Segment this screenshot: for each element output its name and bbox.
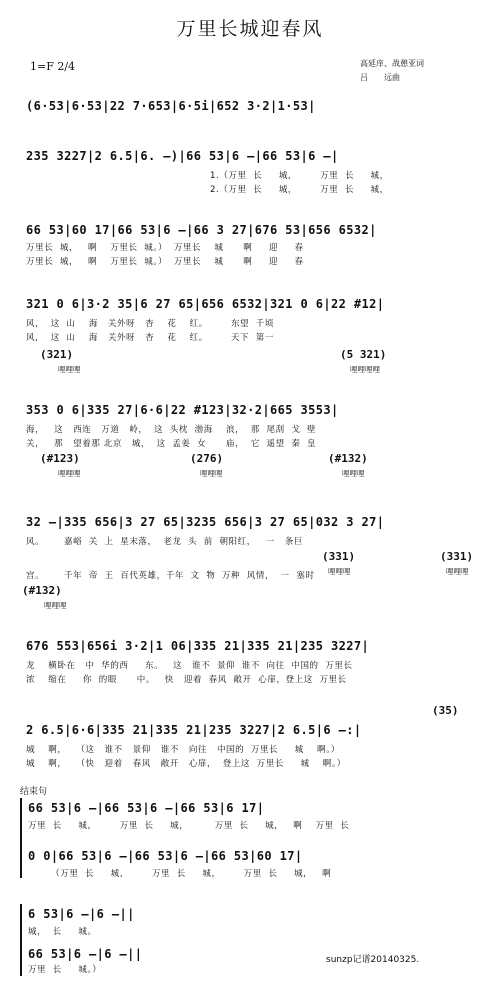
lyric-line: 城 啊， （这 谁不 景仰 谁不 向往 中国的 万里长 城 啊。）: [26, 745, 341, 755]
lyric-line: 2.（万里 长 城， 万里 长 城，: [210, 185, 389, 195]
lyric-line: 风， 这 山 海 关外呀 杏 花 红。 东望 千顷: [26, 319, 274, 329]
lyric-line: 万里长 城， 啊 万里长 城。） 万里长 城 啊 迎 春: [26, 243, 304, 253]
sub-lyric: 哩哩哩: [342, 469, 365, 478]
lyric-line: 万里 长 城。）: [28, 965, 102, 975]
lyric-line: 龙 横卧在 中 华的西 东。 这 谁不 景仰 谁不 向往 中国的 万里长: [26, 661, 353, 671]
lyricist-credit: 高延庠、战憩亚词: [360, 59, 424, 68]
lyric-line: 风。 嘉峪 关 上 星末落， 老龙 头 前 朝阳红， 一 条巨: [26, 537, 303, 547]
sub-notation: (5 321): [340, 348, 387, 361]
sub-lyric: 哩哩哩: [200, 469, 223, 478]
lyric-line: 万里长 城， 啊 万里长 城。） 万里长 城 啊 迎 春: [26, 257, 304, 267]
sub-lyric: 哩哩哩: [44, 601, 67, 610]
notation-row: 0 0|66 53|6 –|66 53|6 –|66 53|60 17|: [28, 849, 303, 863]
composer-credit: 吕 远曲: [360, 73, 400, 82]
notation-row: 66 53|60 17|66 53|6 –|66 3 27|676 53|656 6532|: [26, 223, 377, 237]
key-signature: 1=F 2/4: [30, 60, 76, 73]
song-title: 万里长城迎春风: [176, 18, 324, 40]
lyric-line: 风， 这 山 海 关外呀 杏 花 红。 天下 第一: [26, 333, 274, 343]
system-bracket: [20, 904, 22, 976]
notation-row: 676 553|656i 3·2|1 06|335 21|335 21|235 3227|: [26, 639, 370, 653]
coda-label: 结束句: [20, 787, 48, 797]
notation-row: 321 0 6|3·2 35|6 27 65|656 6532|321 0 6|22 #12|: [26, 297, 385, 311]
sub-notation: (35): [432, 704, 459, 717]
lyric-line: 1.（万里 长 城， 万里 长 城，: [210, 171, 389, 181]
sub-lyric: 哩哩哩: [328, 567, 351, 576]
lyric-line: （万里 长 城， 万里 长 城， 万里 长 城， 啊: [28, 869, 332, 879]
sub-notation: (#132): [22, 584, 62, 597]
notation-row: 353 0 6|335 27|6·6|22 #123|32·2|665 3553|: [26, 403, 339, 417]
system-bracket: [20, 798, 22, 878]
sub-lyric: 哩哩哩: [58, 469, 81, 478]
notation-row: 32 –|335 656|3 27 65|3235 656|3 27 65|032 3 27|: [26, 515, 385, 529]
sub-notation: (#123): [40, 452, 80, 465]
sub-lyric: 哩哩哩: [58, 365, 81, 374]
sub-lyric: 哩哩哩: [446, 567, 469, 576]
transcriber-signature: sunzp记谱20140325.: [326, 955, 420, 965]
lyric-line: 城， 长 城。: [28, 927, 97, 937]
notation-row: 235 3227|2 6.5|6. –)|66 53|6 –|66 53|6 –|: [26, 149, 339, 163]
notation-row: 6 53|6 –|6 –||: [28, 907, 135, 921]
notation-row: 2 6.5|6·6|335 21|335 21|235 3227|2 6.5|6 –:|: [26, 723, 362, 737]
notation-row: 66 53|6 –|66 53|6 –|66 53|6 17|: [28, 801, 265, 815]
lyric-line: 宫。 千年 帝 王 百代英雄，千年 文 物 万种 风情， 一 塞时: [26, 571, 315, 581]
notation-row: (6·53|6·53|22 7·653|6·5i|652 3·2|1·53|: [26, 99, 316, 113]
sub-notation: (331): [322, 550, 356, 563]
sub-notation: (#132): [328, 452, 368, 465]
sub-notation: (276): [190, 452, 224, 465]
notation-row: 66 53|6 –|6 –||: [28, 947, 143, 961]
sub-notation: (331): [440, 550, 474, 563]
lyric-line: 关， 那 望着那 北京 城， 这 孟姜 女 庙， 它 遥望 秦 皇: [26, 439, 317, 449]
sub-lyric: 哩哩哩哩: [350, 365, 380, 374]
sub-notation: (321): [40, 348, 74, 361]
lyric-line: 海， 这 西连 万道 岭， 这 头枕 渤海 浪， 那 尾刮 戈 壁: [26, 425, 317, 435]
lyric-line: 万里 长 城， 万里 长 城， 万里 长 城， 啊 万里 长: [28, 821, 350, 831]
lyric-line: 浓 缩在 你 的眼 中。 快 迎着 春风 敞开 心扉，登上这 万里长: [26, 675, 347, 685]
lyric-line: 城 啊， （快 迎着 春风 敞开 心扉， 登上这 万里长 城 啊。）: [26, 759, 346, 769]
